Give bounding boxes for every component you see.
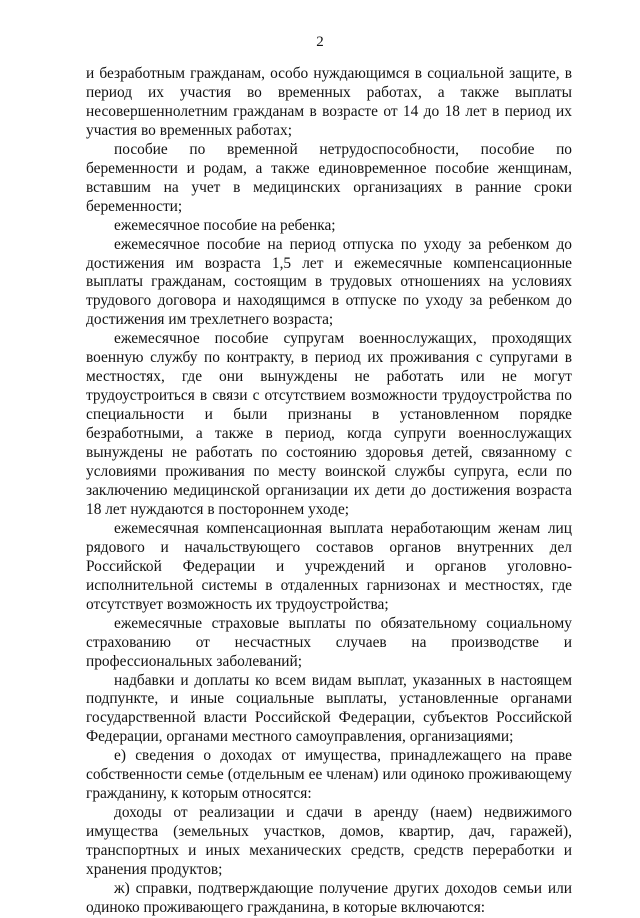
paragraph-other-income-certificates: ж) справки, подтверждающие получение других доходов семьи или одиноко проживающего гражданина, в которые включаются: (86, 879, 572, 916)
paragraph-compensation-wives-payment: ежемесячная компенсационная выплата неработающим женам лиц рядового и начальствующего составов органов внутренних дел Российской Федерации и учреждений и органов уголовно-исполнительной системы в отдаленных гарнизонах и местностях, где отсутствует возможность их трудоустройства; (86, 519, 572, 613)
page-number: 2 (316, 34, 324, 50)
paragraph-childcare-leave-benefit: ежемесячное пособие на период отпуска по уходу за ребенком до достижения им возраста 1,5 лет и ежемесячные компенсационные выплаты гражданам, состоящим в трудовых отношениях на условиях трудового договора и находящимся в отпуске по уходу за ребенком до достижения им трехлетнего возраста; (86, 235, 572, 329)
document-body (86, 65, 572, 918)
paragraph-allowances-supplements: надбавки и доплаты ко всем видам выплат, указанных в настоящем подпункте, и иные социальные выплаты, установленные органами государственной власти Российской Федерации, субъектов Российской Федерации, органами местного самоуправления, организациями; (86, 671, 572, 746)
paragraph-property-income-info: е) сведения о доходах от имущества, принадлежащего на праве собственности семье (отдельным ее членам) или одиноко проживающему гражданину, к которым относятся: (86, 747, 572, 803)
paragraph-real-estate-income: доходы от реализации и сдачи в аренду (наем) недвижимого имущества (земельных участков, домов, квартир, дач, гаражей), транспортных и иных механических средств, средств переработки и хранения продуктов; (86, 804, 572, 879)
paragraph-unemployed-citizens: и безработным гражданам, особо нуждающимся в социальной защите, в период их участия во временных работах, а также выплаты несовершеннолетним гражданам в возрасте от 14 до 18 лет в период их участия во временных работах; (86, 65, 572, 139)
paragraph-military-spouses-benefit: ежемесячное пособие супругам военнослужащих, проходящих военную службу по контракту, в период их проживания с супругами в местностях, где они вынуждены не работать или не могут трудоустроиться в связи с отсутствием возможности трудоустройства по специальности и были признаны в установленном порядке безработными, а также в период, когда супруги военнослужащих вынуждены не работать по состоянию здоровья детей, связанному с условиями проживания по месту воинской службы супруга, если по заключению медицинской организации их дети до достижения возраста 18 лет нуждаются в постороннем уходе; (86, 330, 572, 518)
paragraph-monthly-child-benefit: ежемесячное пособие на ребенка; (114, 216, 336, 234)
paragraph-insurance-payments: ежемесячные страховые выплаты по обязательному социальному страхованию от несчастных случаев на производстве и профессиональных заболеваний; (86, 614, 572, 670)
paragraph-disability-maternity-benefits: пособие по временной нетрудоспособности, пособие по беременности и родам, а также единовременное пособие женщинам, вставшим на учет в медицинских организациях в ранние сроки беременности; (86, 140, 572, 215)
